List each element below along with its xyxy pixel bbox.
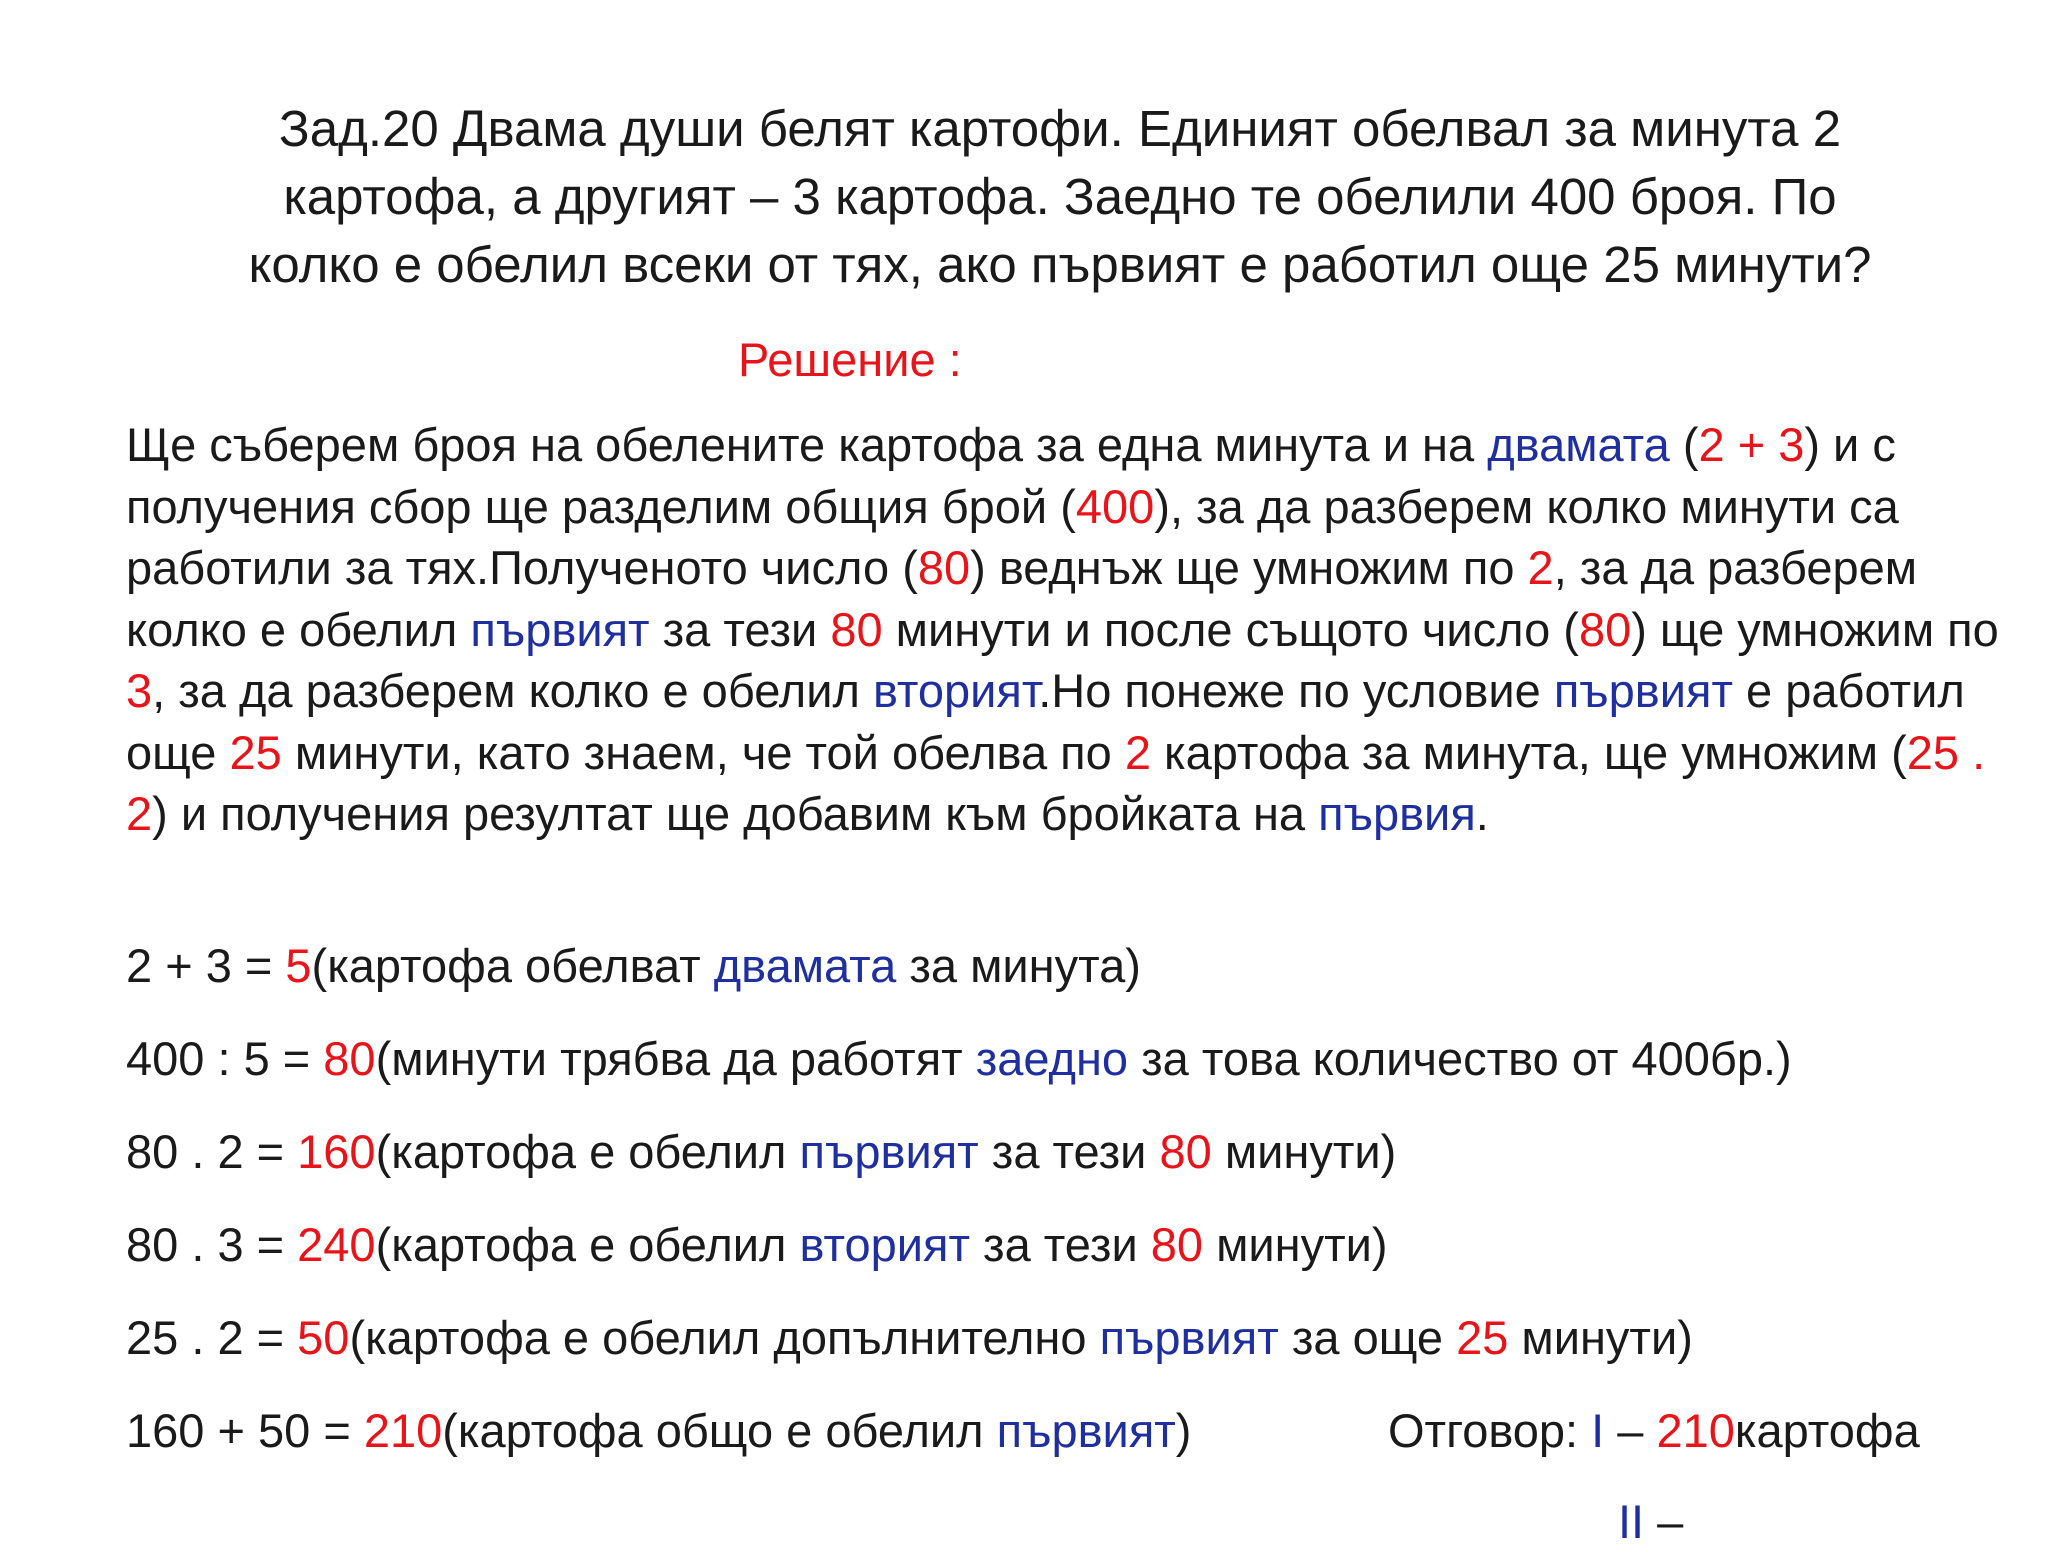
para-highlight-red: 2	[1527, 541, 1554, 594]
para-text: ), за да разберем колко минути са работили за тях.Полученото число (	[126, 479, 1899, 594]
calc-text: (картофа общо е обелил	[442, 1404, 997, 1457]
para-text: минути, като знаем, че той обелва по	[281, 725, 1125, 779]
calc-text: )	[1175, 1404, 1192, 1457]
calc-text: (картофа е обелил	[375, 1125, 800, 1178]
para-highlight-blue: първия	[1318, 787, 1476, 840]
calc-text: за още	[1278, 1311, 1457, 1364]
para-highlight-blue: вторият	[872, 664, 1039, 717]
calc-text: (картофа обелват	[311, 939, 714, 992]
answer-second-dash: –	[1644, 1495, 1684, 1548]
calc-text: за тези	[978, 1125, 1160, 1178]
title-line-1: Зад.20 Двама души белят картофи. Единият обелвал за минута 2	[278, 100, 1842, 157]
calc-result: 80	[323, 1032, 376, 1085]
calc-text: (картофа е обелил	[375, 1218, 800, 1271]
solution-paragraph	[126, 414, 2006, 845]
answer-second-roman: II	[1618, 1495, 1645, 1548]
calc-text: минути)	[1211, 1125, 1397, 1178]
calc-line	[126, 1403, 1191, 1459]
para-highlight-red: 80	[917, 541, 971, 594]
answer-first-unit: картофа	[1734, 1404, 1920, 1457]
calc-expression: 2 + 3 =	[126, 939, 286, 992]
para-text: за тези	[649, 602, 831, 656]
calc-subject: първият	[799, 1125, 979, 1178]
calc-expression: 400 : 5 =	[126, 1032, 324, 1085]
answer-dash: –	[1604, 1404, 1657, 1457]
title-line-3: колко е обелил всеки от тях, ако първият е работил още 25 минути?	[248, 236, 1872, 293]
calc-number: 80	[1150, 1218, 1204, 1271]
calc-line	[126, 1217, 1388, 1273]
calc-number: 80	[1159, 1125, 1212, 1178]
calc-text: (картофа е обелил допълнително	[349, 1311, 1100, 1364]
title-line-2: картофа, а другият – 3 картофа. Заедно те обелили 400 броя. По	[283, 168, 1837, 225]
problem-title	[120, 95, 2000, 299]
calc-expression: 80 . 2 =	[126, 1125, 298, 1178]
answer-first-roman: I	[1591, 1404, 1605, 1457]
para-text: , за да разберем колко е обелил	[152, 664, 873, 717]
calc-result: 240	[297, 1218, 376, 1271]
calc-text: (минути трябва да работят	[375, 1032, 976, 1085]
para-highlight-red: 3	[126, 664, 153, 717]
calc-text: минути)	[1203, 1218, 1388, 1271]
calc-line	[126, 1310, 1693, 1366]
calc-subject: първият	[1099, 1311, 1279, 1364]
para-text: ) и получения резултат ще добавим към бройката на	[152, 787, 1319, 840]
calc-expression: 25 . 2 =	[126, 1311, 298, 1364]
calc-text: за минута)	[896, 939, 1141, 992]
para-highlight-blue: първият	[1553, 664, 1733, 717]
calc-text: за това количество от 400бр.)	[1128, 1032, 1792, 1085]
para-text: Ще съберем броя на обелените картофа за една минута и на	[126, 418, 1488, 471]
calc-result: 50	[297, 1311, 350, 1364]
calc-number: 25	[1456, 1311, 1509, 1364]
para-highlight-red: 25 . 2	[126, 725, 1986, 840]
answer-first-value: 210	[1656, 1404, 1735, 1457]
para-highlight-blue: двамата	[1487, 418, 1670, 471]
para-text: ) ще умножим по	[1631, 602, 1999, 656]
para-highlight-red: 80	[1578, 602, 1632, 656]
para-highlight-red: 2	[1124, 725, 1151, 779]
para-text: , за да разберем колко е обелил	[126, 541, 1918, 656]
para-text: е работил още	[126, 664, 1965, 779]
answer-line-second	[1618, 1494, 1683, 1550]
para-text: картофа за минута, ще умножим (	[1150, 725, 1907, 779]
para-text: .Но понеже по условие	[1038, 664, 1554, 717]
calc-subject: заедно	[975, 1032, 1129, 1085]
para-text: .	[1475, 787, 1489, 840]
calc-subject: първият	[996, 1404, 1176, 1457]
calc-subject: вторият	[799, 1218, 970, 1271]
para-highlight-blue: първият	[470, 602, 650, 656]
para-text: (	[1669, 418, 1699, 471]
para-text: ) и с получения сбор ще разделим общия брой (	[126, 418, 1896, 533]
calc-text: за тези	[970, 1218, 1151, 1271]
calc-expression: 160 + 50 =	[126, 1404, 364, 1457]
para-highlight-red: 400	[1075, 479, 1155, 533]
para-text: ) веднъж ще умножим по	[970, 541, 1528, 594]
calc-line	[126, 938, 1141, 994]
para-highlight-red: 80	[830, 602, 883, 656]
calc-expression: 80 . 3 =	[126, 1218, 298, 1271]
calc-result: 210	[363, 1404, 443, 1457]
para-highlight-red: 2 + 3	[1698, 418, 1805, 471]
calc-line	[126, 1124, 1396, 1180]
para-highlight-red: 25	[229, 725, 282, 779]
calc-text: минути)	[1508, 1311, 1693, 1364]
calc-result: 160	[297, 1125, 376, 1178]
solution-heading: Решение :	[738, 333, 962, 386]
answer-label: Отговор:	[1388, 1404, 1592, 1457]
calc-result: 5	[285, 939, 312, 992]
calc-line	[126, 1031, 1792, 1087]
answer-line	[1388, 1403, 1920, 1459]
calc-subject: двамата	[713, 939, 897, 992]
para-text: минути и после същото число (	[882, 602, 1579, 656]
